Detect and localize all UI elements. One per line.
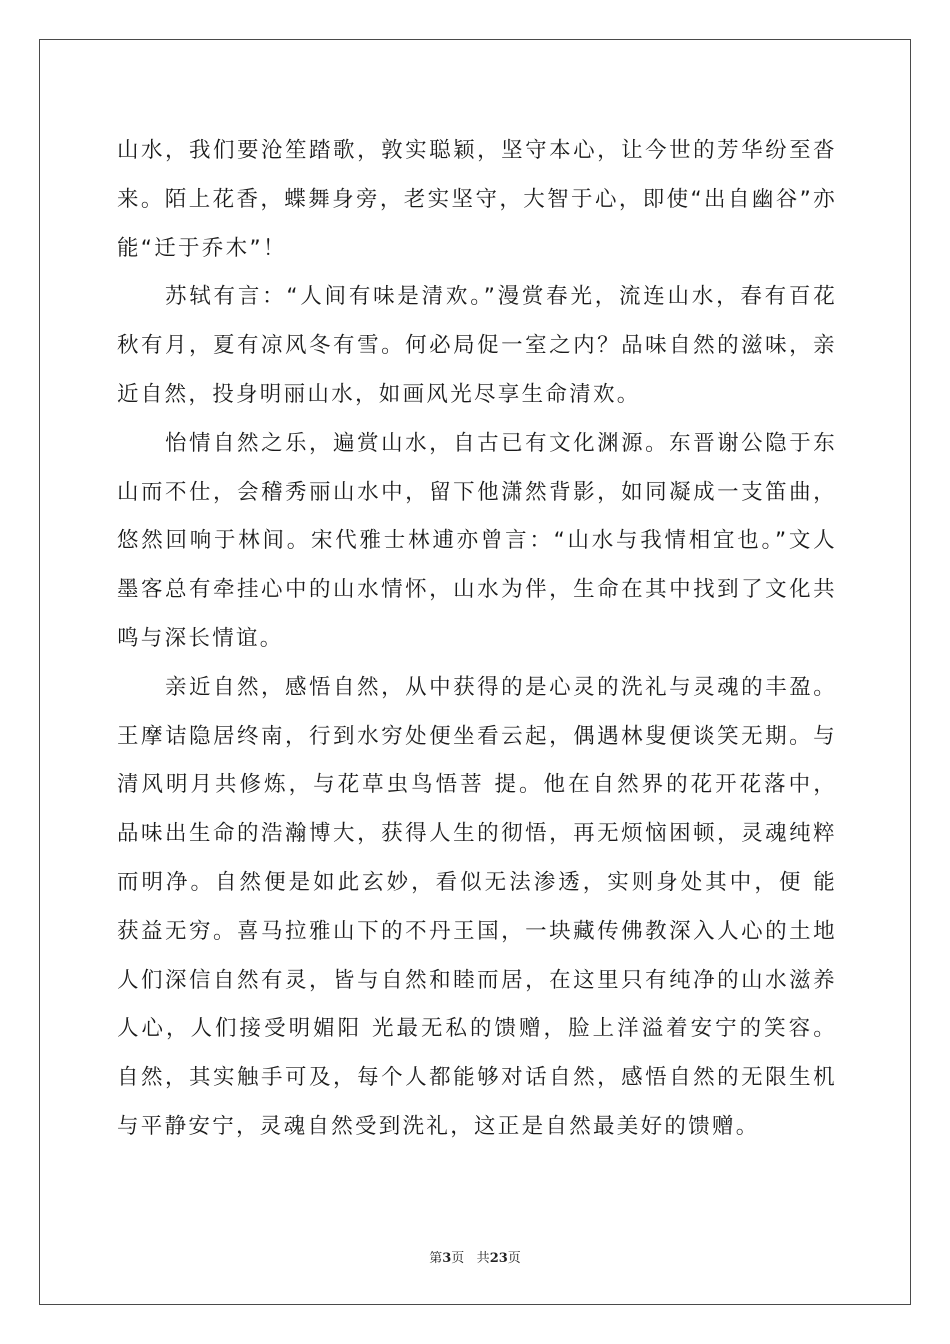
paragraph-continuation: 山水，我们要沧笙踏歌，敦实聪颖，坚守本心，让今世的芳华纷至沓来。陌上花香，蝶舞身旁，老实坚守，大智于心，即使“出自幽谷”亦能“迁于乔木”！ — [117, 138, 837, 261]
page-suffix: 页 — [451, 1251, 465, 1266]
total-pages: 23 — [489, 1251, 508, 1266]
paragraph: 苏轼有言：“人间有味是清欢。”漫赏春光，流连山水，春有百花秋有月，夏有凉风冬有雪。何必局促一室之内？品味自然的滋味，亲近自然，投身明丽山水，如画风光尽享生命清欢。 — [117, 284, 837, 407]
page-footer — [0, 1247, 950, 1266]
total-suffix: 页 — [507, 1251, 521, 1266]
page-number: 3 — [442, 1251, 452, 1266]
total-prefix: 共 — [476, 1251, 490, 1266]
document-body — [117, 127, 837, 1152]
paragraph: 亲近自然，感悟自然，从中获得的是心灵的洗礼与灵魂的丰盈。王摩诘隐居终南，行到水穷处便坐看云起，偶遇林叟便谈笑无期。与清风明月共修炼，与花草虫鸟悟菩 提。他在自然界的花开花落中，品味出生命的浩瀚博大，获得人生的彻悟，再无烦恼困顿，灵魂纯粹而明净。自然便是如此玄妙，看似无法渗透，实则身处其中，便 能获益无穷。喜马拉雅山下的不丹王国，一块藏传佛教深入人心的土地人们深信自然有灵，皆与自然和睦而居，在这里只有纯净的山水滋养人心，人们接受明媚阳 光最无私的馈赠，脸上洋溢着安宁的笑容。自然，其实触手可及，每个人都能够对话自然，感悟自然的无限生机与平静安宁，灵魂自然受到洗礼，这正是自然最美好的馈赠。 — [117, 674, 837, 1139]
page-prefix: 第 — [429, 1251, 443, 1266]
paragraph: 怡情自然之乐，遍赏山水，自古已有文化渊源。东晋谢公隐于东山而不仕，会稽秀丽山水中，留下他潇然背影，如同凝成一支笛曲，悠然回响于林间。宋代雅士林逋亦曾言：“山水与我情相宜也。”文人墨客总有牵挂心中的山水情怀，山水为伴，生命在其中找到了文化共鸣与深长情谊。 — [117, 430, 837, 651]
